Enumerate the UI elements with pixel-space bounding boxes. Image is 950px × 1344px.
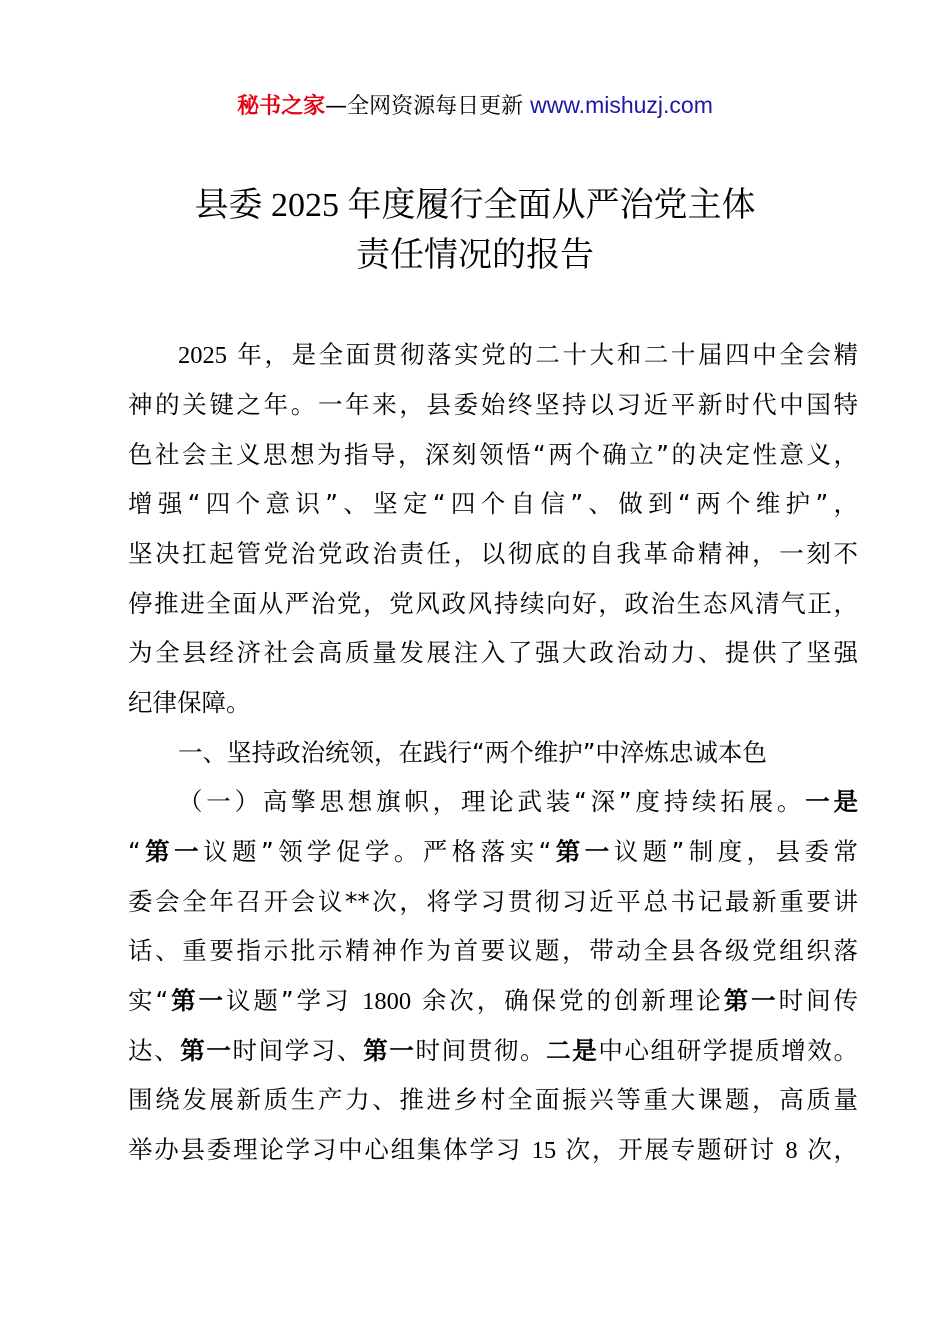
bold-text: 二是 <box>546 1036 599 1065</box>
text-run: 议题”学习 <box>225 986 363 1015</box>
count-number: 1800 <box>362 988 412 1015</box>
paragraph-line: 委会全年召开会议**次，将学习贯彻习近平总书记最新重要讲 <box>128 887 858 916</box>
text-run: 时间贯彻。 <box>415 1036 547 1065</box>
section-heading: 一、坚持政治统领，在践行“两个维护”中淬炼忠诚本色 <box>178 738 767 767</box>
paragraph-line <box>178 782 858 822</box>
paragraph-line: 神的关键之年。一年来，县委始终坚持以习近平新时代中国特 <box>128 390 858 419</box>
text-run: “ <box>128 837 141 866</box>
paragraph-line: 坚决扛起管党治党政治责任，以彻底的自我革命精神，一刻不 <box>128 539 858 568</box>
bold-text: 第一 <box>551 837 614 866</box>
year-number: 2025 <box>178 342 227 369</box>
document-title-line-2 <box>0 231 950 279</box>
title-text: 县委 <box>194 185 263 225</box>
paragraph-line: 话、重要指示批示精神作为首要议题，带动全县各级党组织落 <box>128 936 858 965</box>
paragraph-line: 增强“四个意识”、坚定“四个自信”、做到“两个维护”， <box>128 489 858 518</box>
bold-text: 第一 <box>140 837 204 866</box>
subheading-text: （一）高擎思想旗帜，理论武装“深”度持续拓展。 <box>178 787 806 816</box>
count-number: 8 <box>785 1137 798 1164</box>
text-run: 议题”领学促学。严格落实“ <box>203 837 552 866</box>
text-run: 次， <box>797 1135 859 1164</box>
text-run: 余次，确保党的创新理论 <box>411 986 724 1015</box>
paragraph-line <box>128 981 858 1022</box>
paragraph-line: 色社会主义思想为指导，深刻领悟“两个确立”的决定性意义， <box>128 440 858 469</box>
text-run: 时间传 <box>778 986 859 1015</box>
text-run: 举办县委理论学习中心组集体学习 <box>128 1135 532 1164</box>
title-text: 年度履行全面从严治党主体 <box>347 185 756 225</box>
bold-text: 第一 <box>723 986 779 1015</box>
site-url-link[interactable]: www.mishuzj.com <box>530 92 713 118</box>
paragraph-line: 纪律保障。 <box>128 688 251 717</box>
text-run: 时间学习、 <box>232 1036 364 1065</box>
paragraph-line <box>128 1031 858 1071</box>
site-tagline: —全网资源每日更新 <box>325 94 531 119</box>
document-title-line-1 <box>0 181 950 230</box>
title-year: 2025 <box>262 187 348 224</box>
paragraph-line <box>128 832 858 872</box>
text-run: 实“ <box>128 986 169 1015</box>
text-run: 达、 <box>128 1036 181 1065</box>
text-run: 年，是全面贯彻落实党的二十大和二十届四中全会精 <box>227 340 858 369</box>
site-header <box>0 88 950 124</box>
text-run: 中心组研学提质增效。 <box>598 1036 859 1065</box>
count-number: 15 <box>531 1137 557 1164</box>
bold-text: 第一 <box>180 1036 233 1065</box>
bold-text: 第一 <box>168 986 226 1015</box>
paragraph-line <box>128 1130 858 1171</box>
paragraph-line: 为全县经济社会高质量发展注入了强大政治动力、提供了坚强 <box>128 638 858 667</box>
site-brand: 秘书之家 <box>237 94 326 119</box>
text-run: 次，开展专题研讨 <box>556 1135 786 1164</box>
title-text: 责任情况的报告 <box>356 235 594 275</box>
bold-text: 一是 <box>805 787 858 816</box>
bold-text: 第一 <box>363 1036 416 1065</box>
paragraph-line: 停推进全面从严治党，党风政风持续向好，政治生态风清气正， <box>128 589 858 618</box>
paragraph-line: 围绕发展新质生产力、推进乡村全面振兴等重大课题，高质量 <box>128 1085 858 1114</box>
text-run: 议题”制度，县委常 <box>613 837 859 866</box>
paragraph-line <box>178 335 858 376</box>
